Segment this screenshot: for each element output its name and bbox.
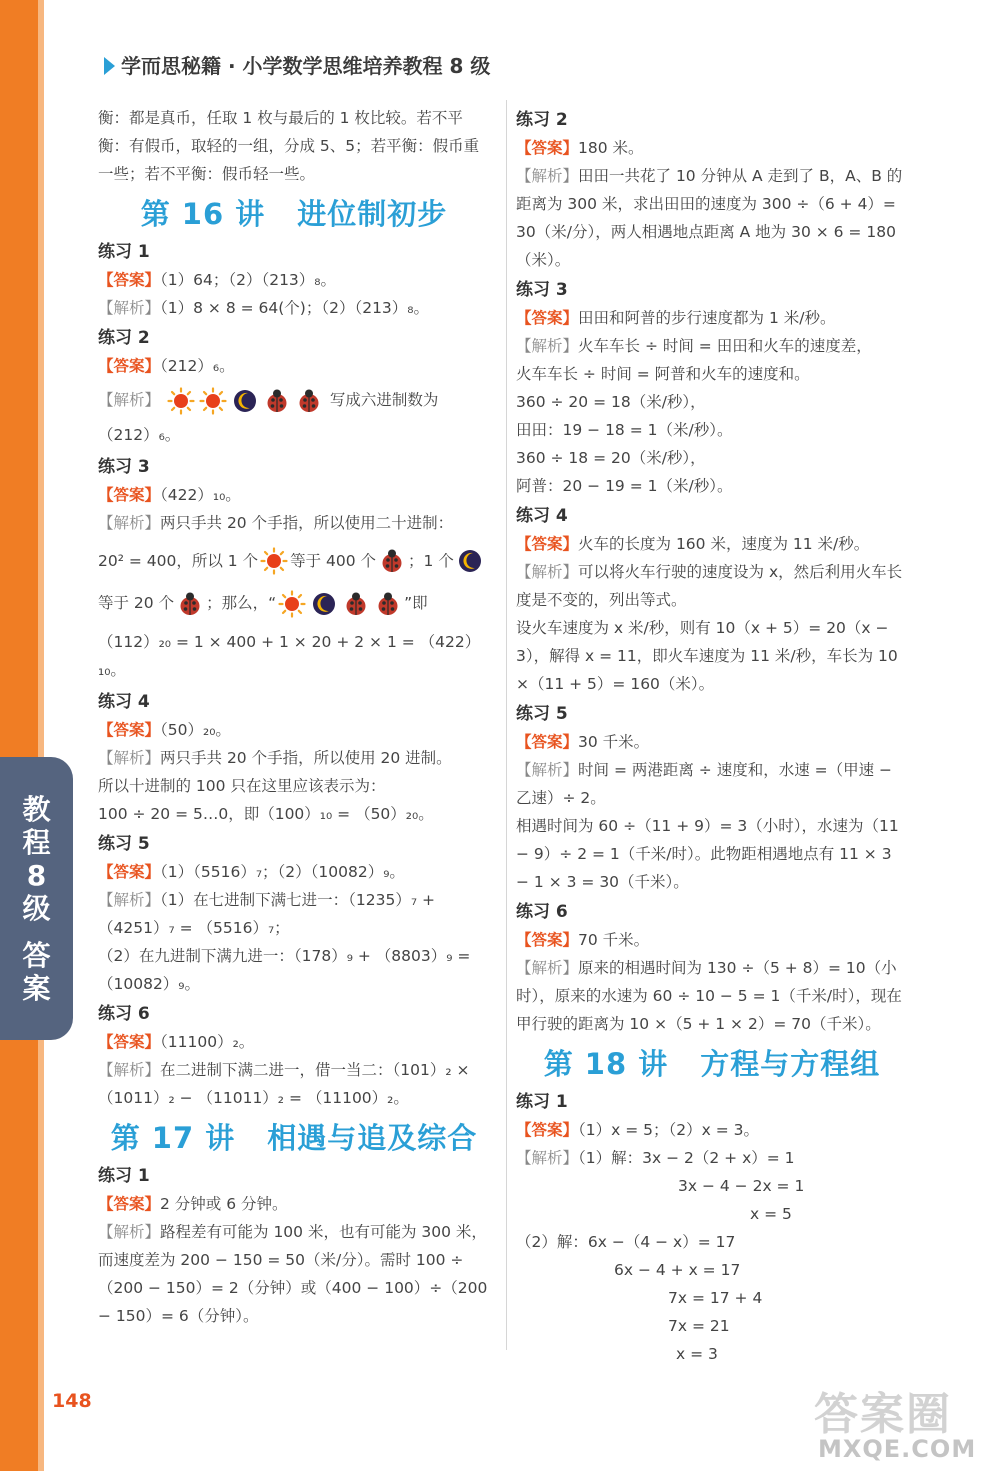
- watermark-url: MXQE.COM: [818, 1435, 977, 1463]
- analysis-line: [516, 756, 908, 812]
- analysis-label: 【解析】: [98, 890, 161, 909]
- analysis-text: 田田一共花了 10 分钟从 A 走到了 B，A、B 的距离为 300 米，求出田田的速度为 300 ÷（6 + 4）= 30（米/分），两人相遇地点距离 A 地为 30 × 6 = 180（米）。: [516, 167, 903, 269]
- analysis-text: 时间 = 两港距离 ÷ 速度和，水速 =（甲速 − 乙速）÷ 2。: [516, 761, 893, 807]
- answer-line: [98, 352, 490, 380]
- analysis-label: 【解析】: [516, 1149, 579, 1167]
- analysis-text: 原来的相遇时间为 130 ÷（5 + 8）= 10（小时），原来的水速为 60 ÷ 10 − 5 = 1（千米/时），现在甲行驶的距离为 10 ×（5 + 1 × 2）= 70（千米）。: [516, 959, 902, 1033]
- analysis-text: 两只手共 20 个手指，所以使用二十进制：: [160, 513, 454, 532]
- analysis-line: [98, 547, 490, 576]
- analysis-text: 两只手共 20 个手指，所以使用 20 进制。: [160, 748, 452, 767]
- answer-text: 180 米。: [578, 139, 644, 157]
- analysis-line: [516, 162, 908, 274]
- analysis-text: 路程差有可能为 100 米，也有可能为 300 米，而速度差为 200 − 150 = 50（米/分）。需时 100 ÷（200 − 150）= 2（分钟）或（400 − 100）÷（200 − 150）= 6（分钟）。: [98, 1222, 488, 1325]
- analysis-text: 360 ÷ 18 = 20（米/秒），: [516, 449, 706, 467]
- left-column: [98, 104, 490, 1330]
- exercise-title: 练习 1: [516, 1092, 568, 1112]
- analysis-text: ”即: [404, 594, 428, 612]
- equation-line: 3x − 2（2 + x）= 1: [642, 1149, 795, 1167]
- analysis-label: 【解析】: [516, 167, 579, 185]
- answer-line: [516, 1116, 908, 1144]
- exercise-title: 练习 5: [98, 833, 150, 854]
- answer-line: [516, 530, 908, 558]
- sun-icon: [278, 590, 306, 618]
- analysis-text: （2）在九进制下满九进一：（178）₉ + （8803）₉ = （10082）₉。: [98, 946, 471, 993]
- analysis-text: 写成六进制数为: [329, 391, 439, 409]
- side-tab-text: 程: [22, 825, 51, 859]
- page-number: 148: [52, 1390, 92, 1412]
- answer-label: 【答案】: [516, 733, 579, 751]
- analysis-line: [516, 332, 908, 360]
- answer-text: （1）x = 5；（2）x = 3。: [578, 1121, 759, 1139]
- analysis-text: （112）₂₀ = 1 × 400 + 1 × 20 + 2 × 1 = （422）₁₀。: [98, 632, 481, 679]
- answer-line: [98, 1190, 490, 1218]
- right-column: [516, 104, 908, 1368]
- analysis-text: 在二进制下满二进一，借一当二：（101）₂ × （1011）₂ − （11011）₂ = （11100）₂。: [98, 1060, 470, 1107]
- answer-label: 【答案】: [98, 862, 161, 881]
- answer-text: （1）（5516）₇；（2）（10082）₉。: [160, 862, 405, 881]
- equation-line: x = 3: [676, 1345, 718, 1363]
- exercise-title: 练习 4: [516, 506, 568, 526]
- answer-text: 田田和阿普的步行速度都为 1 米/秒。: [578, 309, 836, 327]
- exercise-title: 练习 6: [516, 902, 568, 922]
- analysis-line: [516, 1228, 908, 1256]
- answer-label: 【答案】: [516, 535, 579, 553]
- analysis-label: 【解析】: [516, 761, 579, 779]
- analysis-text: 火车车长 ÷ 时间 = 阿普和火车的速度和。: [516, 365, 810, 383]
- watermark-logo: 答案圈: [814, 1389, 952, 1440]
- analysis-label: 【解析】: [98, 513, 161, 532]
- side-tab: [0, 757, 73, 1040]
- lecture-title: 方程与方程组: [700, 1047, 881, 1081]
- answer-label: 【答案】: [516, 1121, 579, 1139]
- sun-icon: [260, 547, 288, 575]
- answer-line: [98, 266, 490, 294]
- answer-label: 【答案】: [98, 1194, 161, 1213]
- answer-line: [516, 926, 908, 954]
- answer-label: 【答案】: [98, 1032, 161, 1051]
- answer-label: 【答案】: [516, 139, 579, 157]
- analysis-text: 100 ÷ 20 = 5…0，即（100）₁₀ = （50）₂₀。: [98, 804, 434, 823]
- analysis-text: （212）₆。: [98, 425, 181, 444]
- sun-icon: [167, 387, 195, 415]
- ladybug-icon: [378, 547, 406, 575]
- answer-line: [516, 304, 908, 332]
- lecture-16-heading: [98, 197, 490, 231]
- equation-line: 3x − 4 − 2x = 1: [678, 1177, 805, 1195]
- analysis-line: [98, 509, 490, 537]
- analysis-text: ；1 个: [408, 551, 454, 570]
- answer-line: [516, 134, 908, 162]
- lecture-number: 第 16 讲: [140, 197, 266, 231]
- answer-label: 【答案】: [516, 931, 579, 949]
- analysis-line: [98, 886, 490, 942]
- exercise-title: 练习 2: [516, 110, 568, 130]
- analysis-line: [98, 386, 490, 415]
- analysis-text: （1）解：: [578, 1149, 643, 1167]
- exercise-title: 练习 3: [516, 280, 568, 300]
- analysis-text: （2）解：: [516, 1233, 588, 1251]
- exercise-title: 练习 4: [98, 691, 150, 712]
- answer-line: [98, 858, 490, 886]
- analysis-label: 【解析】: [98, 1222, 161, 1241]
- analysis-line: [98, 1218, 490, 1330]
- column-divider: [506, 100, 507, 1350]
- analysis-text: 所以十进制的 100 只在这里应该表示为：: [98, 776, 386, 795]
- ladybug-icon: [374, 590, 402, 618]
- side-tab-text: 案: [22, 971, 51, 1005]
- lecture-number: 第 18 讲: [543, 1047, 669, 1081]
- analysis-text: 相遇时间为 60 ÷（11 + 9）= 3（小时），水速为（11 − 9）÷ 2 = 1（千米/时）。此物距相遇地点有 11 × 3 − 1 × 3 = 30（千米）。: [516, 817, 899, 891]
- answer-text: （11100）₂。: [160, 1032, 255, 1051]
- lecture-title: 相遇与追及综合: [267, 1120, 478, 1155]
- side-tab-text: 教: [22, 792, 51, 826]
- analysis-line: [516, 558, 908, 614]
- analysis-label: 【解析】: [98, 1060, 161, 1079]
- answer-label: 【答案】: [98, 271, 161, 289]
- analysis-text: ；那么，“: [206, 594, 277, 612]
- analysis-line: [98, 1056, 490, 1112]
- ladybug-icon: [176, 590, 204, 618]
- analysis-text: 360 ÷ 20 = 18（米/秒），: [516, 393, 706, 411]
- lecture-17-heading: [98, 1120, 490, 1155]
- analysis-text: 可以将火车行驶的速度设为 x，然后利用火车长度是不变的，列出等式。: [516, 563, 903, 609]
- answer-line: [516, 728, 908, 756]
- left-light-strip: [38, 0, 44, 1471]
- analysis-text: 设火车速度为 x 米/秒，则有 10（x + 5）= 20（x − 3），解得 x = 11，即火车速度为 11 米/秒，车长为 10 ×（11 + 5）= 160（米）。: [516, 619, 898, 693]
- analysis-label: 【解析】: [516, 337, 579, 355]
- answer-line: [98, 481, 490, 509]
- analysis-line: [98, 744, 490, 772]
- equation-line: x = 5: [750, 1205, 792, 1223]
- left-orange-strip: [0, 0, 38, 1471]
- intro-text: 衡：都是真币，任取 1 枚与最后的 1 枚比较。若不平衡：有假币，取轻的一组，分成 5、5；若平衡：假币重一些；若不平衡：假币轻一些。: [98, 109, 480, 183]
- analysis-line: [516, 954, 908, 1038]
- exercise-title: 练习 3: [98, 456, 150, 477]
- answer-line: [98, 1028, 490, 1056]
- answer-text: 30 千米。: [578, 733, 650, 751]
- exercise-title: 练习 1: [98, 242, 150, 262]
- analysis-text: 阿普：20 − 19 = 1（米/秒）。: [516, 477, 733, 495]
- moon-icon: [456, 547, 484, 575]
- exercise-title: 练习 6: [98, 1003, 150, 1024]
- moon-icon: [310, 590, 338, 618]
- analysis-line: [98, 294, 490, 322]
- answer-line: [98, 716, 490, 744]
- answer-text: （50）₂₀。: [160, 720, 231, 739]
- equation-line: 6x −（4 − x）= 17: [587, 1233, 736, 1251]
- equation-line: 7x = 21: [668, 1317, 730, 1335]
- analysis-label: 【解析】: [516, 563, 579, 581]
- answer-text: 2 分钟或 6 分钟。: [160, 1194, 288, 1213]
- analysis-line: [516, 1144, 908, 1172]
- answer-label: 【答案】: [98, 485, 161, 504]
- analysis-text: （1）在七进制下满七进一：（1235）₇ + （4251）₇ = （5516）₇；: [98, 890, 435, 937]
- lecture-title: 进位制初步: [297, 197, 448, 231]
- book-title: 学而思秘籍 · 小学数学思维培养教程 8 级: [121, 54, 491, 78]
- analysis-line: [98, 589, 490, 618]
- answer-text: 70 千米。: [578, 931, 650, 949]
- lecture-number: 第 17 讲: [110, 1120, 236, 1155]
- answer-label: 【答案】: [98, 720, 161, 739]
- side-tab-text: 答: [22, 938, 51, 972]
- side-tab-text: 级: [22, 891, 51, 925]
- moon-icon: [231, 387, 259, 415]
- side-tab-text: 8: [26, 858, 47, 892]
- ladybug-icon: [342, 590, 370, 618]
- lecture-18-heading: [516, 1047, 908, 1081]
- answer-text: （1）64；（2）（213）₈。: [160, 271, 337, 289]
- analysis-label: 【解析】: [98, 748, 161, 767]
- analysis-text: 火车车长 ÷ 时间 = 田田和火车的速度差，: [578, 337, 872, 355]
- answer-label: 【答案】: [98, 357, 161, 375]
- book-header: [104, 50, 490, 79]
- ladybug-icon: [295, 387, 323, 415]
- analysis-text: 田田：19 − 18 = 1（米/秒）。: [516, 421, 733, 439]
- equation-line: 6x − 4 + x = 17: [614, 1261, 741, 1279]
- exercise-title: 练习 1: [98, 1165, 150, 1186]
- exercise-title: 练习 5: [516, 704, 568, 724]
- exercise-title: 练习 2: [98, 328, 150, 348]
- analysis-label: 【解析】: [516, 959, 579, 977]
- equation-line: 7x = 17 + 4: [668, 1289, 763, 1307]
- answer-text: （212）₆。: [160, 357, 235, 375]
- answer-text: 火车的长度为 160 米，速度为 11 米/秒。: [578, 535, 870, 553]
- analysis-label: 【解析】: [98, 299, 161, 317]
- answer-label: 【答案】: [516, 309, 579, 327]
- analysis-label: 【解析】: [98, 391, 161, 409]
- answer-text: （422）₁₀。: [160, 485, 241, 504]
- analysis-text: 等于 400 个: [290, 551, 377, 570]
- analysis-text: 等于 20 个: [98, 594, 175, 612]
- ladybug-icon: [263, 387, 291, 415]
- analysis-text: 20² = 400，所以 1 个: [98, 551, 259, 570]
- play-arrow-icon: [104, 57, 115, 75]
- sun-icon: [199, 387, 227, 415]
- analysis-text: （1）8 × 8 = 64(个)；（2）（213）₈。: [160, 299, 430, 317]
